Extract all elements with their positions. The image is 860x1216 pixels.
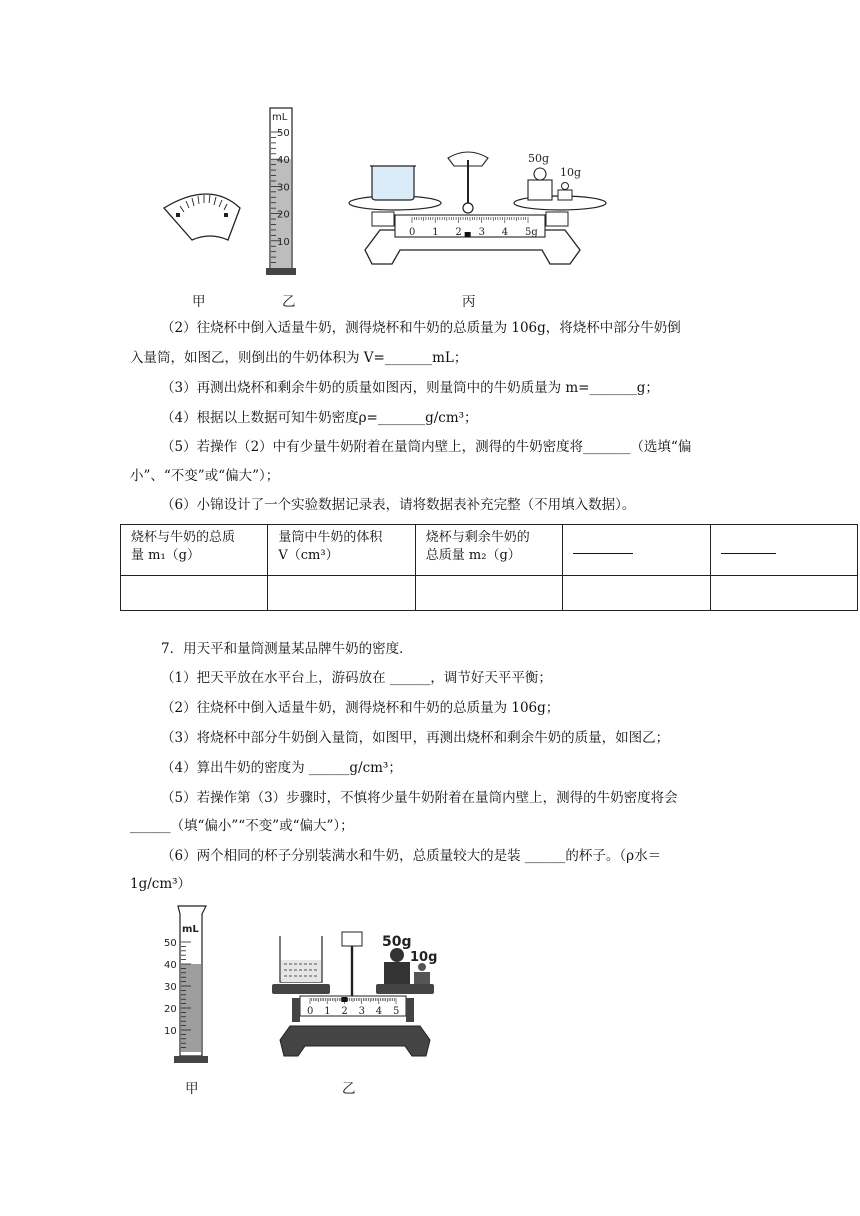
- table-cell: [121, 576, 268, 611]
- header-volume-line2: V（cm³）: [278, 548, 339, 563]
- rider-scale-label: 1: [432, 227, 439, 238]
- table-cell: [268, 525, 415, 576]
- header-remaining-mass-line2: 总质量 m₂（g）: [425, 548, 521, 563]
- table-cell-blank-header: [710, 525, 857, 576]
- q7-part4: （4）算出牛奶的密度为 ______g/cm³；: [161, 760, 402, 776]
- weight-50g-label: 50g: [382, 934, 412, 950]
- q7-part1: （1）把天平放在水平台上，游码放在 ______，调节好天平平衡；: [161, 670, 552, 686]
- rider-scale-label: 2: [455, 227, 462, 238]
- table-cell: [415, 576, 562, 611]
- graduated-cylinder-icon: [266, 108, 296, 275]
- cylinder-tick-label: 40: [164, 960, 177, 971]
- figure-1-apparatus: [150, 100, 610, 285]
- q6-part2-line2: 入量筒，如图乙，则倒出的牛奶体积为 V=_______mL；: [130, 350, 468, 366]
- caption-yi: 乙: [282, 294, 296, 310]
- q7-part6-line2: 1g/cm³）: [130, 876, 192, 892]
- cylinder-tick-label: 20: [277, 209, 290, 221]
- graduated-cylinder-icon: [164, 906, 208, 1063]
- table-cell: [710, 576, 857, 611]
- table-row: [121, 576, 858, 611]
- caption-yi: 乙: [342, 1081, 356, 1097]
- q7-part3: （3）将烧杯中部分牛奶倒入量筒，如图甲，再测出烧杯和剩余牛奶的质量，如图乙；: [161, 730, 670, 746]
- table-cell: [563, 576, 710, 611]
- q6-part6: （6）小锦设计了一个实验数据记录表，请将数据表补充完整（不用填入数据）。: [161, 497, 636, 513]
- weight-50g-label: 50g: [528, 152, 550, 165]
- rider-scale-label: 5: [393, 1006, 400, 1017]
- header-total-mass-line2: 量 m₁（g）: [131, 548, 200, 563]
- record-table: [120, 524, 858, 611]
- caption-bing: 丙: [462, 294, 476, 310]
- cylinder-tick-label: 40: [277, 155, 290, 167]
- balance-icon: [272, 932, 437, 1056]
- q7-part5-line1: （5）若操作第（3）步骤时，不慎将少量牛奶附着在量筒内壁上，测得的牛奶密度将会: [161, 790, 678, 806]
- table-cell: [415, 525, 562, 576]
- weight-10g-label: 10g: [560, 166, 582, 179]
- rider-scale-label: 2: [341, 1006, 348, 1017]
- rider-scale-label: 5g: [525, 227, 538, 238]
- q7-part5-line2: ______（填“偏小”“不变”或“偏大”）；: [130, 818, 354, 834]
- q7-part2: （2）往烧杯中倒入适量牛奶，测得烧杯和牛奶的总质量为 106g；: [161, 700, 560, 716]
- rider-scale-label: 4: [375, 1006, 383, 1017]
- cylinder-tick-label: 50: [164, 938, 177, 949]
- balance-dial-icon: [164, 194, 240, 240]
- rider-scale-label: 3: [358, 1006, 365, 1017]
- rider-scale-label: 0: [307, 1006, 314, 1017]
- cylinder-tick-label: 10: [164, 1026, 177, 1037]
- cylinder-tick-label: 50: [277, 128, 290, 139]
- weight-10g-label: 10g: [410, 950, 438, 965]
- q7-part6-line1: （6）两个相同的杯子分别装满水和牛奶，总质量较大的是装 ______的杯子。（ρ水＝: [161, 848, 662, 864]
- table-cell: [121, 525, 268, 576]
- q6-part5-line1: （5）若操作（2）中有少量牛奶附着在量筒内壁上，测得的牛奶密度将_______（选填“偏: [161, 439, 692, 455]
- header-remaining-mass-line1: 烧杯与剩余牛奶的: [425, 530, 530, 545]
- q6-part3: （3）再测出烧杯和剩余牛奶的质量如图丙，则量筒中的牛奶质量为 m=_______g；: [161, 380, 659, 396]
- cylinder-tick-label: 30: [164, 982, 177, 993]
- cylinder-unit: mL: [182, 924, 199, 935]
- caption-jia: 甲: [192, 294, 206, 310]
- rider-scale-label: 0: [409, 227, 416, 238]
- table-cell-blank-header: [563, 525, 710, 576]
- table-cell: [268, 576, 415, 611]
- q7-title: 7．用天平和量筒测量某品牌牛奶的密度．: [161, 641, 413, 657]
- figure-2-apparatus: [150, 900, 450, 1072]
- header-volume-line1: 量筒中牛奶的体积: [278, 530, 383, 545]
- rider-scale-label: 4: [501, 227, 509, 238]
- table-header-row: [121, 525, 858, 576]
- rider-scale-label: 1: [324, 1006, 331, 1017]
- cylinder-tick-label: 20: [164, 1004, 177, 1015]
- q6-part4: （4）根据以上数据可知牛奶密度ρ=_______g/cm³；: [161, 410, 478, 426]
- cylinder-unit: mL: [272, 112, 288, 123]
- cylinder-tick-label: 10: [277, 236, 290, 248]
- rider-scale-label: 3: [478, 227, 485, 238]
- balance-icon: [349, 152, 606, 264]
- caption-jia: 甲: [185, 1081, 199, 1097]
- header-total-mass-line1: 烧杯与牛奶的总质: [131, 530, 236, 545]
- q6-part5-line2: 小”、“不变”或“偏大”）；: [130, 468, 280, 484]
- cylinder-tick-label: 30: [277, 182, 290, 194]
- q6-part2-line1: （2）往烧杯中倒入适量牛奶，测得烧杯和牛奶的总质量为 106g，将烧杯中部分牛奶倒: [161, 320, 681, 336]
